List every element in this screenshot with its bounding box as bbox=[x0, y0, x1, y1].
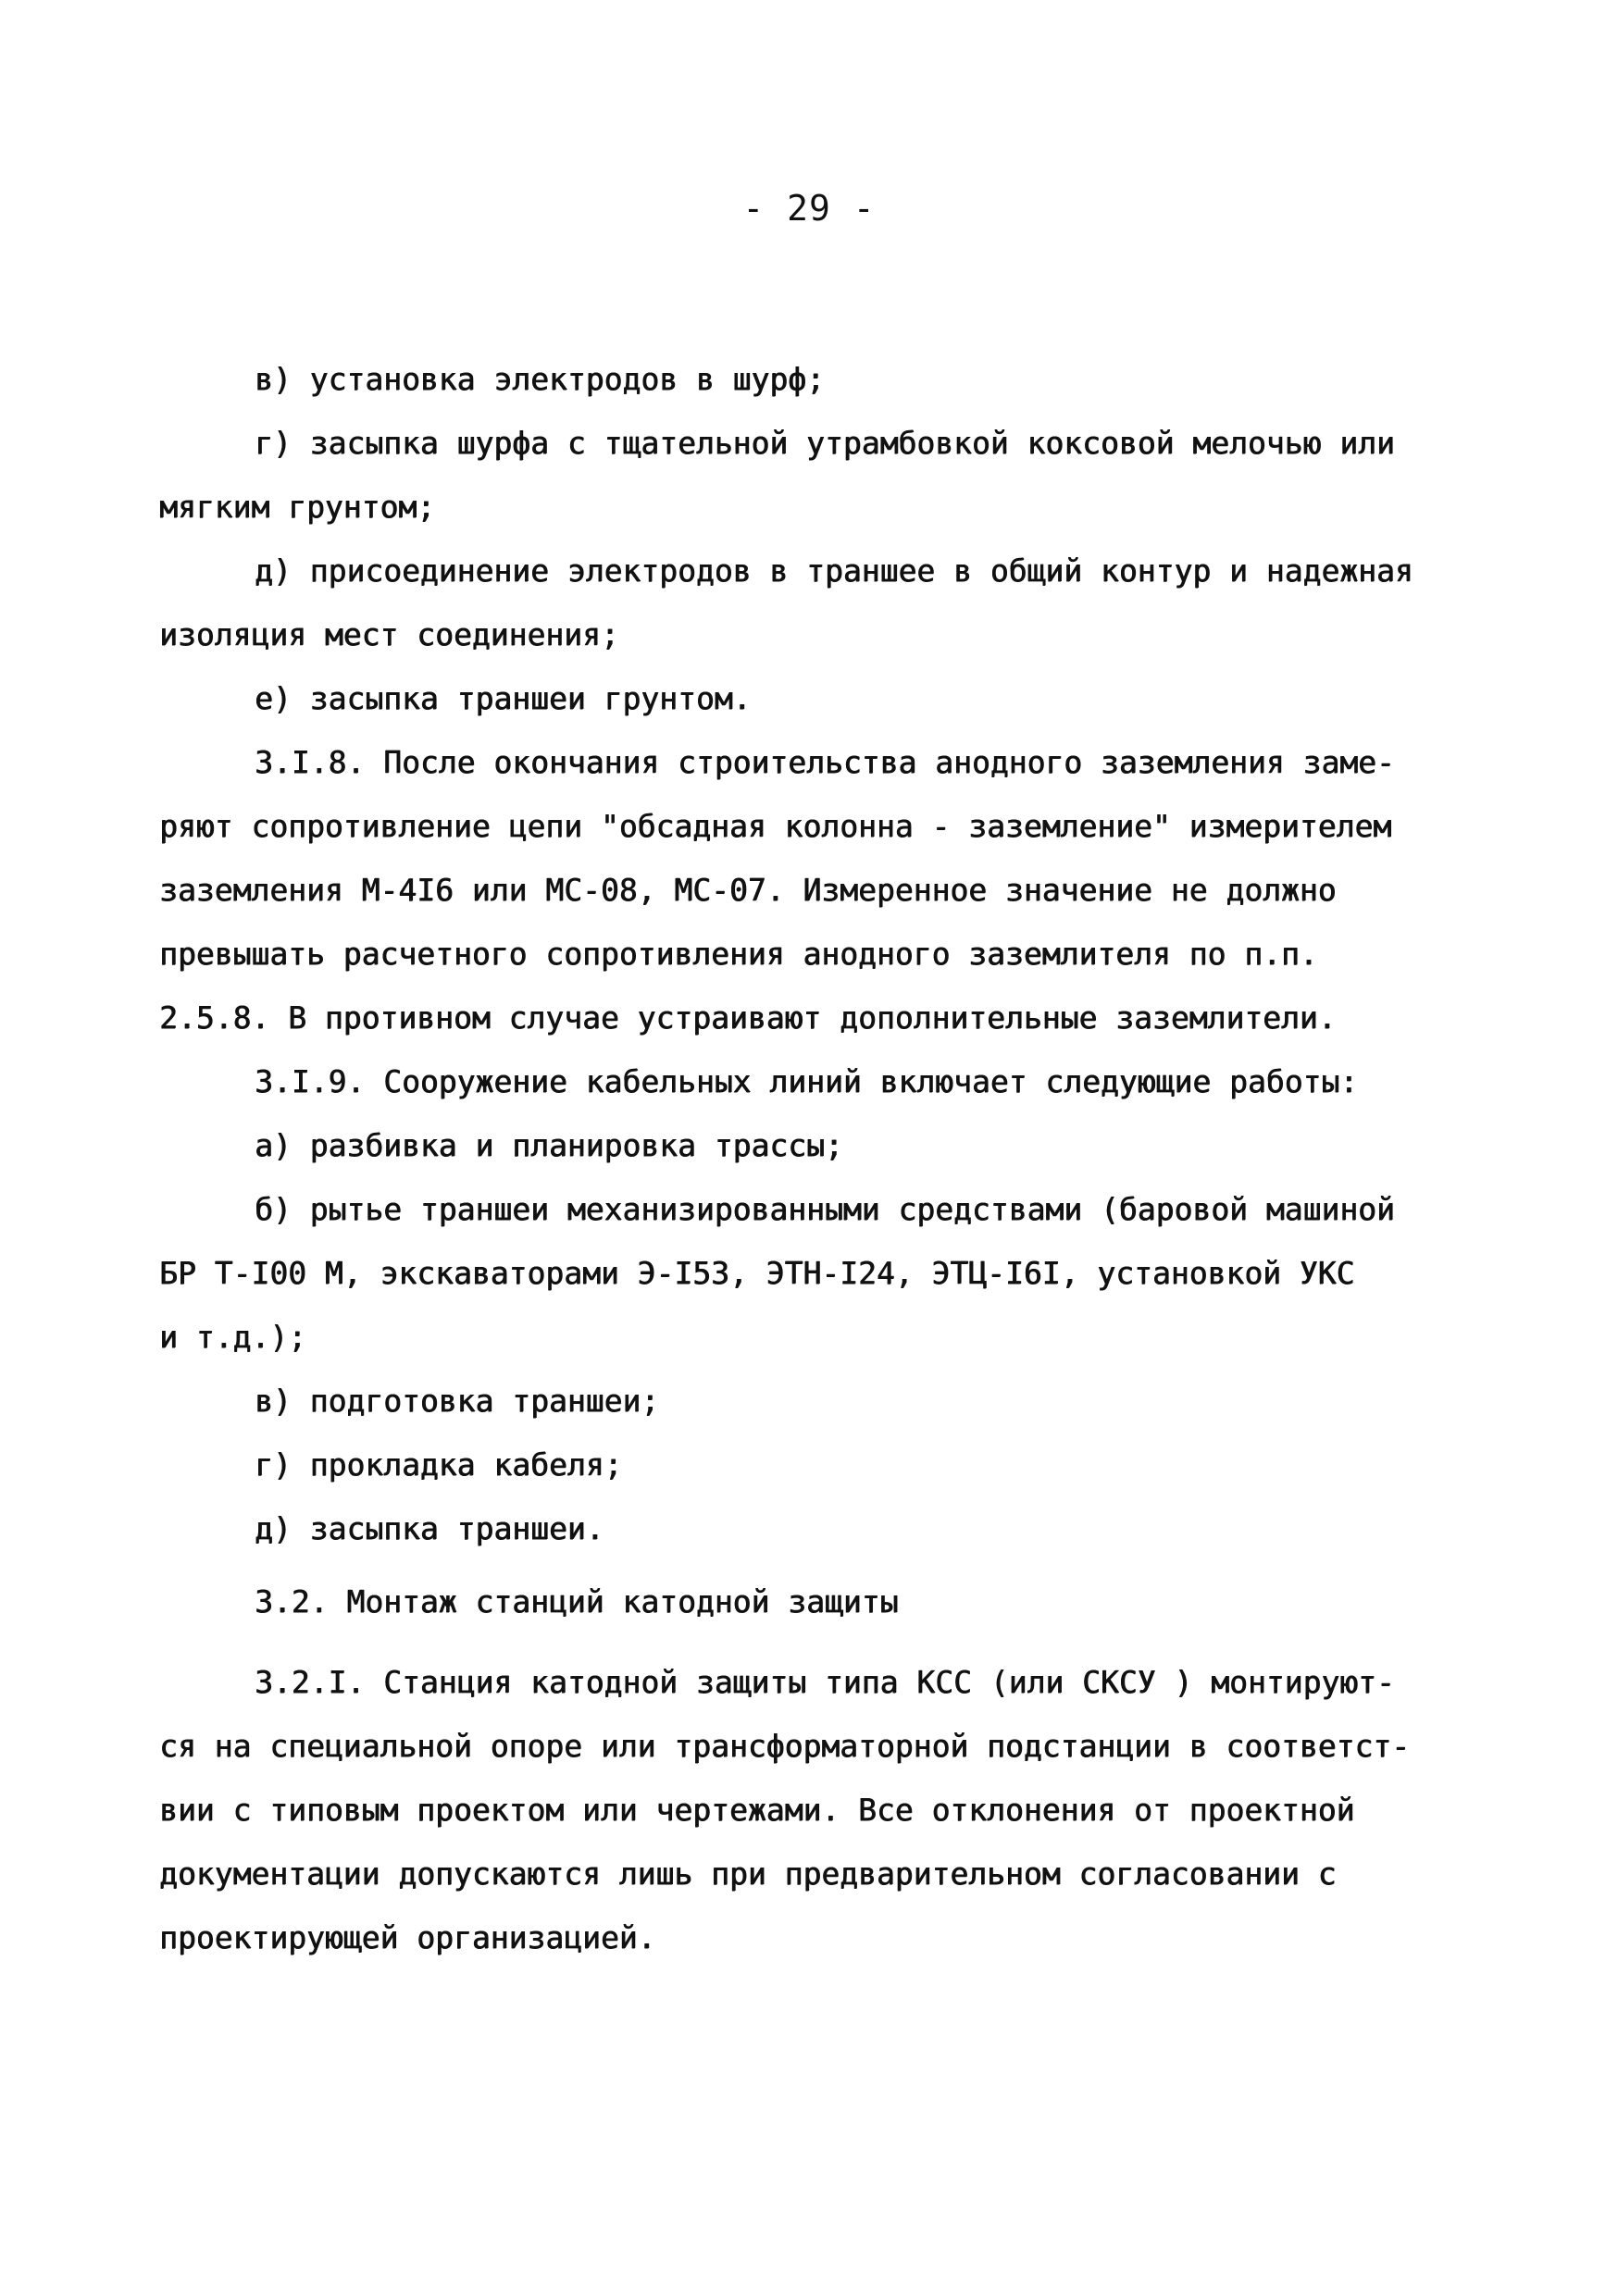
paragraph-3-2-1-line-2: ся на специальной опоре или трансформаторной подстанции в соответст- bbox=[159, 1728, 1411, 1764]
paragraph-3-2-1-line-4: документации допускаются лишь при предварительном согласовании с bbox=[159, 1855, 1337, 1892]
paragraph-3-2-1: 3.2.I. Станция катодной защиты типа КСС (или СКСУ ) монтируют- bbox=[255, 1664, 1395, 1700]
paragraph-3-1-8: 3.I.8. После окончания строительства анодного заземления заме- bbox=[255, 744, 1395, 780]
paragraph-3-1-9: 3.I.9. Сооружение кабельных линий включает следующие работы: bbox=[255, 1063, 1359, 1099]
list-item-b: б) рытье траншеи механизированными средствами (баровой машиной bbox=[255, 1191, 1395, 1227]
page-number: - 29 - bbox=[742, 188, 876, 229]
paragraph-3-1-8-line-3: заземления М-4I6 или МС-08, МС-07. Измеренное значение не должно bbox=[159, 872, 1337, 908]
list-item-d-2: д) засыпка траншеи. bbox=[255, 1510, 604, 1546]
paragraph-3-1-8-line-2: ряют сопротивление цепи "обсадная колонна - заземление" измерителем bbox=[159, 808, 1392, 844]
list-item-v: в) установка электродов в шурф; bbox=[255, 361, 825, 397]
list-item-d: д) присоединение электродов в траншее в общий контур и надежная bbox=[255, 552, 1413, 589]
list-item-e: е) засыпка траншеи грунтом. bbox=[255, 680, 752, 716]
list-item-a: а) разбивка и планировка трассы; bbox=[255, 1127, 843, 1163]
list-item-d-continued: изоляция мест соединения; bbox=[159, 616, 619, 652]
section-heading-3-2: 3.2. Монтаж станций катодной защиты bbox=[255, 1583, 899, 1620]
list-item-v-2: в) подготовка траншеи; bbox=[255, 1383, 660, 1419]
list-item-g-continued: мягким грунтом; bbox=[159, 489, 436, 525]
paragraph-3-2-1-line-5: проектирующей организацией. bbox=[159, 1919, 656, 1955]
paragraph-3-1-8-line-5: 2.5.8. В противном случае устраивают дополнительные заземлители. bbox=[159, 999, 1337, 1036]
page-body bbox=[159, 352, 1464, 1974]
list-item-g-2: г) прокладка кабеля; bbox=[255, 1446, 623, 1483]
list-item-g: г) засыпка шурфа с тщательной утрамбовкой коксовой мелочью или bbox=[255, 425, 1395, 461]
paragraph-3-2-1-line-3: вии с типовым проектом или чертежами. Все отклонения от проектной bbox=[159, 1792, 1355, 1828]
list-item-b-continued: БР Т-I00 М, экскаваторами Э-I53, ЭТН-I24, ЭТЦ-I6I, установкой УКС bbox=[159, 1255, 1355, 1291]
list-item-b-continued-2: и т.д.); bbox=[159, 1319, 306, 1355]
paragraph-3-1-8-line-4: превышать расчетного сопротивления анодного заземлителя по п.п. bbox=[159, 936, 1318, 972]
